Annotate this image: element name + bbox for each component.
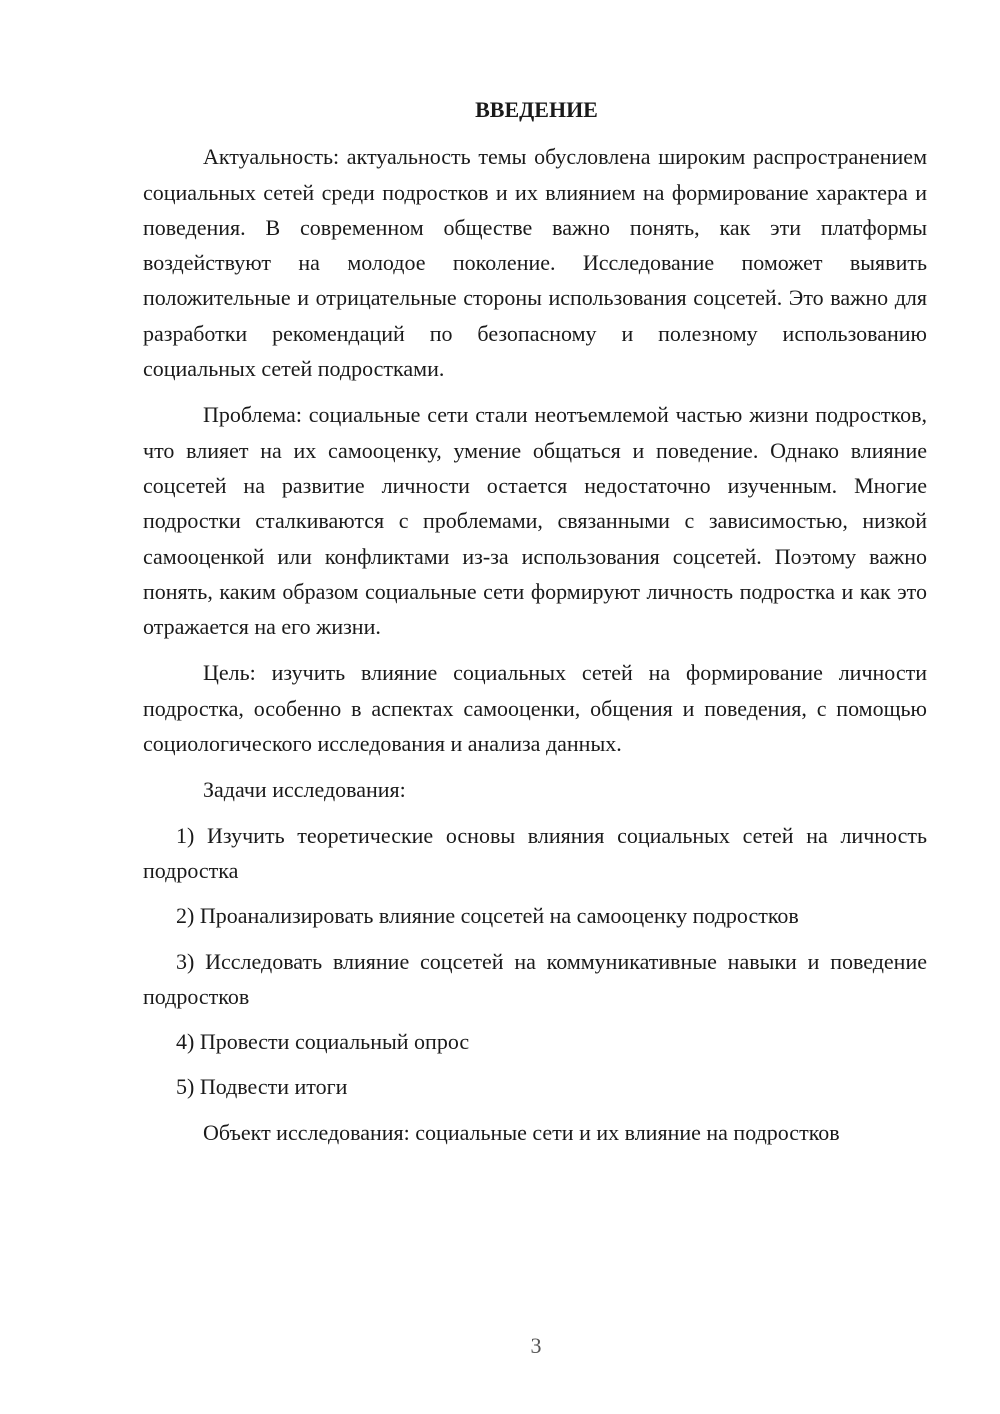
object-paragraph: Объект исследования: социальные сети и их влияние на подростков [203, 1119, 840, 1145]
page-number: 3 [530, 1333, 542, 1358]
tasks-heading: Задачи исследования: [203, 777, 406, 803]
list-item: 5) Подвести итоги [176, 1074, 348, 1100]
tasks-list [143, 818, 927, 1105]
relevance-paragraph: Актуальность: актуальность темы обусловлена широким распространением социальных сетей среди подростков и их влиянием на формирование характера и поведения. В современном обществе важно понять, как эти платформы воздействуют на молодое поколение. Исследование поможет выявить положительные и отрицательные стороны использования соцсетей. Это важно для разработки рекомендаций по безопасному и полезному использованию социальных сетей подростками. [143, 144, 927, 382]
list-item: 2) Проанализировать влияние соцсетей на самооценку подростков [176, 903, 799, 929]
list-item: 1) Изучить теоретические основы влияния социальных сетей на личность подростка [143, 822, 927, 883]
problem-paragraph: Проблема: социальные сети стали неотъемлемой частью жизни подростков, что влияет на их самооценку, умение общаться и поведение. Однако влияние соцсетей на развитие личности остается недостаточно изученным. Многие подростки сталкиваются с проблемами, связанными с зависимостью, низкой самооценкой или конфликтами из-за использования соцсетей. Поэтому важно понять, каким образом социальные сети формируют личность подростка и как это отражается на его жизни. [143, 402, 927, 640]
document-page [143, 92, 927, 1161]
goal-paragraph: Цель: изучить влияние социальных сетей на формирование личности подростка, особенно в аспектах самооценки, общения и поведения, с помощью социологического исследования и анализа данных. [143, 660, 927, 757]
page-title: ВВЕДЕНИЕ [475, 97, 598, 122]
list-item: 3) Исследовать влияние соцсетей на коммуникативные навыки и поведение подростков [143, 948, 927, 1009]
list-item: 4) Провести социальный опрос [176, 1029, 470, 1055]
